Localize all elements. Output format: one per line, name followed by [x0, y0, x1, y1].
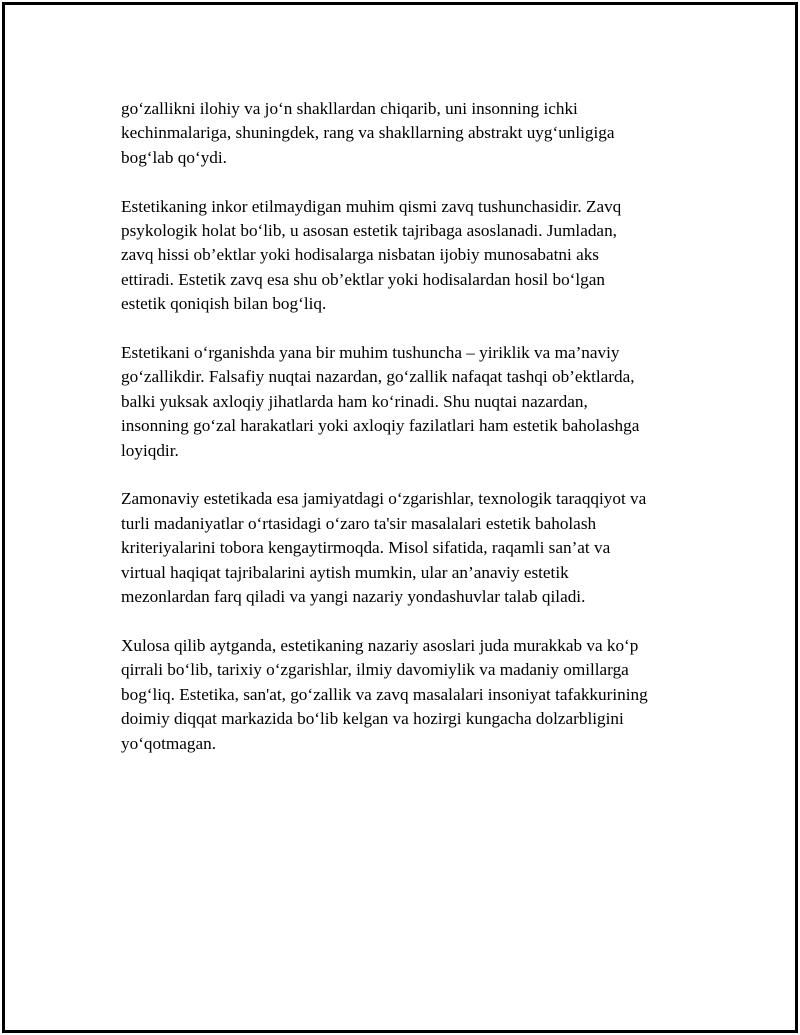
page-frame: [2, 2, 798, 1033]
paragraph-manaviy-gozallik: Estetikani o‘rganishda yana bir muhim tushuncha – yiriklik va ma’naviy go‘zallikdir. Falsafiy nuqtai nazardan, go‘zallik nafaqat tashqi ob’ektlarda, balki yuksak axloqiy jihatlarda ham ko‘rinadi. Shu nuqtai nazardan, insonning go‘zal harakatlari yoki axloqiy fazilatlari ham estetik baholashga loyiqdir.: [121, 343, 640, 460]
paragraph-continuation: go‘zallikni ilohiy va jo‘n shakllardan chiqarib, uni insonning ichki kechinmalariga, shuningdek, rang va shakllarning abstrakt uyg‘unligiga bog‘lab qo‘ydi.: [121, 99, 615, 167]
paragraph-xulosa: Xulosa qilib aytganda, estetikaning nazariy asoslari juda murakkab va ko‘p qirrali bo‘lib, tarixiy o‘zgarishlar, ilmiy davomiylik va madaniy omillarga bog‘liq. Estetika, san'at, go‘zallik va zavq masalalari insoniyat tafakkurining doimiy diqqat markazida bo‘lib kelgan va hozirgi kungacha dolzarbligini yo‘qotmagan.: [121, 635, 648, 753]
paragraph-zavq: Estetikaning inkor etilmaydigan muhim qismi zavq tushunchasidir. Zavq psykologik holat bo‘lib, u asosan estetik tajribaga asoslanadi. Jumladan, zavq hissi ob’ektlar yoki hodisalarga nisbatan ijobiy munosabatni aks ettiradi. Estetik zavq esa shu ob’ektlar yoki hodisalardan hosil bo‘lgan estetik qoniqish bilan bog‘liq.: [121, 196, 622, 314]
paragraph-zamonaviy-estetika: Zamonaviy estetikada esa jamiyatdagi o‘zgarishlar, texnologik taraqqiyot va turli madaniyatlar o‘rtasidagi o‘zaro ta'sir masalalari estetik baholash kriteriyalarini tobora kengaytirmoqda. Misol sifatida, raqamli san’at va virtual haqiqat tajribalarini aytish mumkin, ular an’anaviy estetik mezonlardan farq qiladi va yangi nazariy yondashuvlar talab qiladi.: [121, 489, 647, 607]
document-body: [121, 97, 701, 780]
